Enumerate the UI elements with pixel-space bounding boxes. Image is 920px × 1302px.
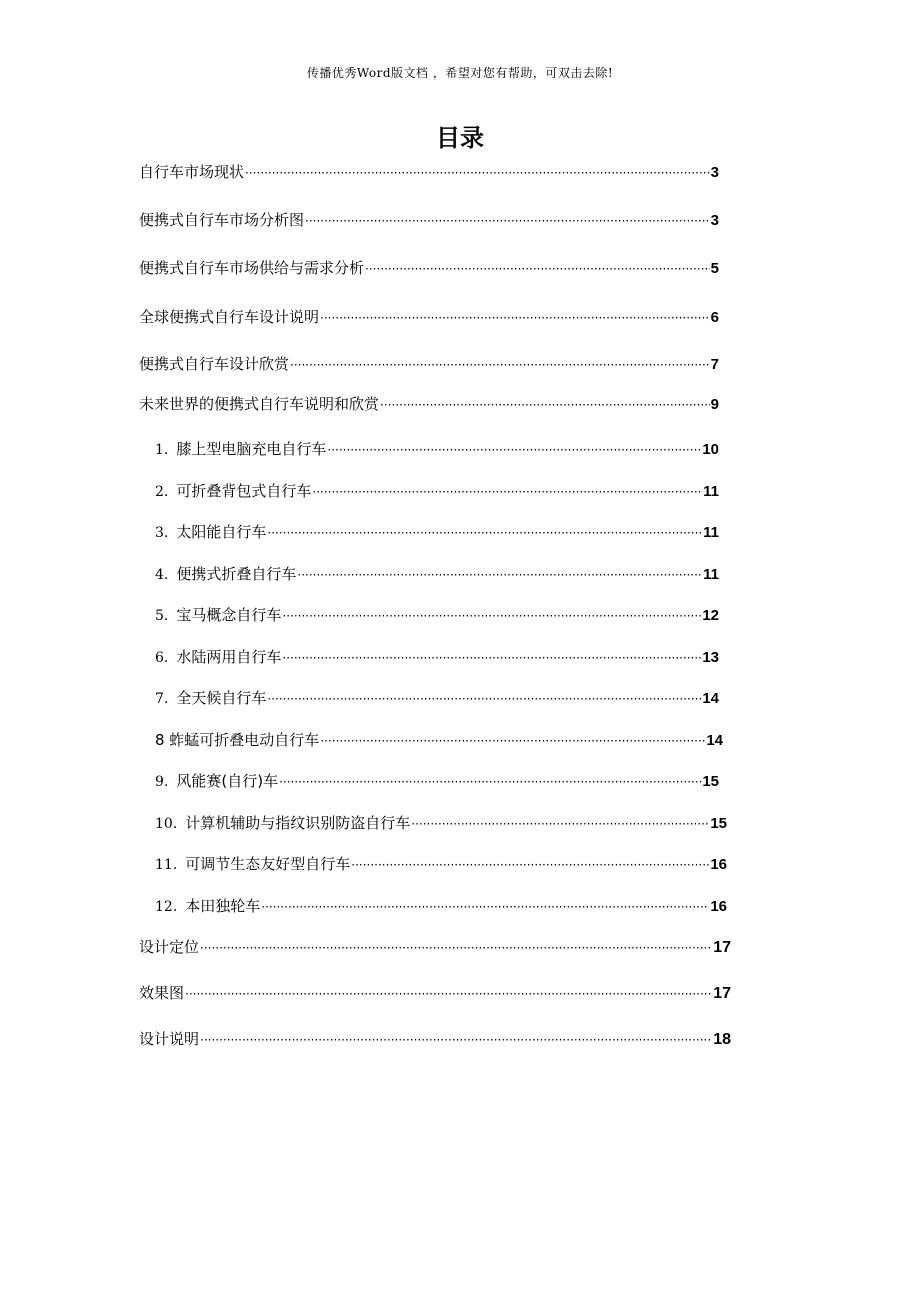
- toc-leader: [279, 771, 701, 793]
- toc-entry-label: 宝马概念自行车: [176, 606, 282, 624]
- toc-entry-label: 可折叠背包式自行车: [176, 482, 312, 500]
- toc-entry-page: 11: [703, 566, 719, 583]
- toc-entry-page: 3: [710, 164, 719, 181]
- toc-entry-page: 17: [713, 939, 731, 956]
- toc-entry-page: 15: [702, 773, 719, 790]
- toc-leader: [327, 439, 701, 461]
- toc-entry-label: 水陆两用自行车: [176, 648, 282, 666]
- toc-entry-design-description[interactable]: [139, 1028, 731, 1050]
- toc-entry-page: 6: [710, 309, 719, 326]
- toc-entry-number: 4.: [155, 567, 169, 583]
- toc-entry-page: 9: [710, 396, 719, 413]
- toc-leader: [380, 394, 710, 416]
- toc-entry-page: 10: [702, 441, 719, 458]
- toc-leader: [320, 307, 710, 329]
- toc-leader: [290, 354, 710, 376]
- toc-entry-page: 14: [706, 732, 723, 749]
- toc-entry-eco-adjustable[interactable]: [155, 853, 727, 875]
- toc-entry-design-positioning[interactable]: [139, 936, 731, 958]
- toc-entry-label: 太阳能自行车: [176, 523, 267, 541]
- toc-entry-number: 3.: [155, 525, 169, 541]
- toc-entry-page: 18: [713, 1031, 731, 1048]
- toc-leader: [200, 1029, 712, 1051]
- toc-leader: [320, 730, 705, 752]
- toc-entry-bmw-concept[interactable]: [155, 604, 719, 626]
- toc-entry-page: 11: [703, 483, 719, 500]
- toc-leader: [267, 688, 701, 710]
- toc-leader: [297, 564, 702, 586]
- toc-entry-amphibious[interactable]: [155, 646, 719, 668]
- toc-entry-label: 本田独轮车: [185, 897, 261, 915]
- toc-entry-design-appreciation[interactable]: [139, 353, 719, 375]
- toc-entry-all-weather[interactable]: [155, 687, 719, 709]
- toc-entry-page: 7: [710, 356, 719, 373]
- toc-entry-label: 全天候自行车: [176, 689, 267, 707]
- toc-leader: [312, 481, 702, 503]
- toc-leader: [282, 605, 701, 627]
- toc-leader: [245, 162, 710, 184]
- toc-entry-page: 17: [713, 985, 731, 1002]
- toc-leader: [261, 896, 709, 918]
- toc-entry-future-world[interactable]: [139, 393, 719, 415]
- toc-entry-label: 效果图: [139, 984, 185, 1002]
- toc-entry-backpack-folding[interactable]: [155, 480, 719, 502]
- toc-entry-label: 可调节生态友好型自行车: [185, 855, 351, 873]
- toc-leader: [185, 983, 712, 1005]
- toc-leader: [267, 522, 702, 544]
- toc-entry-honda-unicycle[interactable]: [155, 895, 727, 917]
- toc-leader: [411, 813, 709, 835]
- toc-entry-portable-folding[interactable]: [155, 563, 719, 585]
- toc-entry-grasshopper-electric[interactable]: [155, 729, 723, 751]
- toc-entry-number: 10.: [155, 816, 178, 832]
- toc-entry-label: 风能赛(自行)车: [176, 772, 279, 790]
- toc-entry-number: 6.: [155, 650, 169, 666]
- toc-entry-fingerprint-antitheft[interactable]: [155, 812, 727, 834]
- toc-entry-number: 11.: [155, 857, 178, 873]
- toc-entry-label: 便携式自行车市场分析图: [139, 211, 305, 229]
- toc-entry-laptop-charging[interactable]: [155, 438, 719, 460]
- toc-entry-number: 7.: [155, 691, 169, 707]
- toc-leader: [351, 854, 709, 876]
- header-note: 传播优秀Word版文档 ，希望对您有帮助，可双击去除!: [306, 66, 614, 80]
- toc-entry-page: 3: [710, 212, 719, 229]
- toc-entry-label: 全球便携式自行车设计说明: [139, 308, 320, 326]
- toc-entry-number: 12.: [155, 899, 178, 915]
- toc-entry-number: 9.: [155, 774, 169, 790]
- toc-entry-solar[interactable]: [155, 521, 719, 543]
- toc-entry-global-design[interactable]: [139, 306, 719, 328]
- toc-entry-label: 计算机辅助与指纹识别防盗自行车: [185, 814, 411, 832]
- toc-entry-market-chart[interactable]: [139, 209, 719, 231]
- toc-entry-supply-demand[interactable]: [139, 257, 719, 279]
- toc-entry-label: 便携式折叠自行车: [176, 565, 297, 583]
- toc-leader: [365, 258, 710, 280]
- toc-entry-page: 11: [703, 524, 719, 541]
- toc-entry-label: 8 蚱蜢可折叠电动自行车: [155, 731, 320, 749]
- toc-entry-page: 16: [710, 856, 727, 873]
- toc-leader: [200, 937, 712, 959]
- toc-entry-number: 1.: [155, 442, 169, 458]
- toc-leader: [282, 647, 701, 669]
- toc-entry-label: 自行车市场现状: [139, 163, 245, 181]
- toc-entry-market-status[interactable]: [139, 161, 719, 183]
- toc-entry-renderings[interactable]: [139, 982, 731, 1004]
- toc-entry-page: 5: [710, 260, 719, 277]
- toc-entry-label: 未来世界的便携式自行车说明和欣赏: [139, 395, 380, 413]
- toc-entry-page: 13: [702, 649, 719, 666]
- toc-entry-number: 5.: [155, 608, 169, 624]
- toc-entry-number: 2.: [155, 484, 169, 500]
- toc-entry-label: 设计定位: [139, 938, 200, 956]
- toc-entry-label: 设计说明: [139, 1030, 200, 1048]
- toc-entry-page: 16: [710, 898, 727, 915]
- toc-entry-page: 12: [702, 607, 719, 624]
- toc-entry-page: 14: [702, 690, 719, 707]
- toc-leader: [305, 210, 710, 232]
- toc-entry-label: 膝上型电脑充电自行车: [176, 440, 327, 458]
- toc-entry-label: 便携式自行车市场供给与需求分析: [139, 259, 365, 277]
- toc-entry-page: 15: [710, 815, 727, 832]
- toc-title: 目录: [436, 124, 484, 152]
- toc-entry-wind-racer[interactable]: [155, 770, 719, 792]
- toc-entry-label: 便携式自行车设计欣赏: [139, 355, 290, 373]
